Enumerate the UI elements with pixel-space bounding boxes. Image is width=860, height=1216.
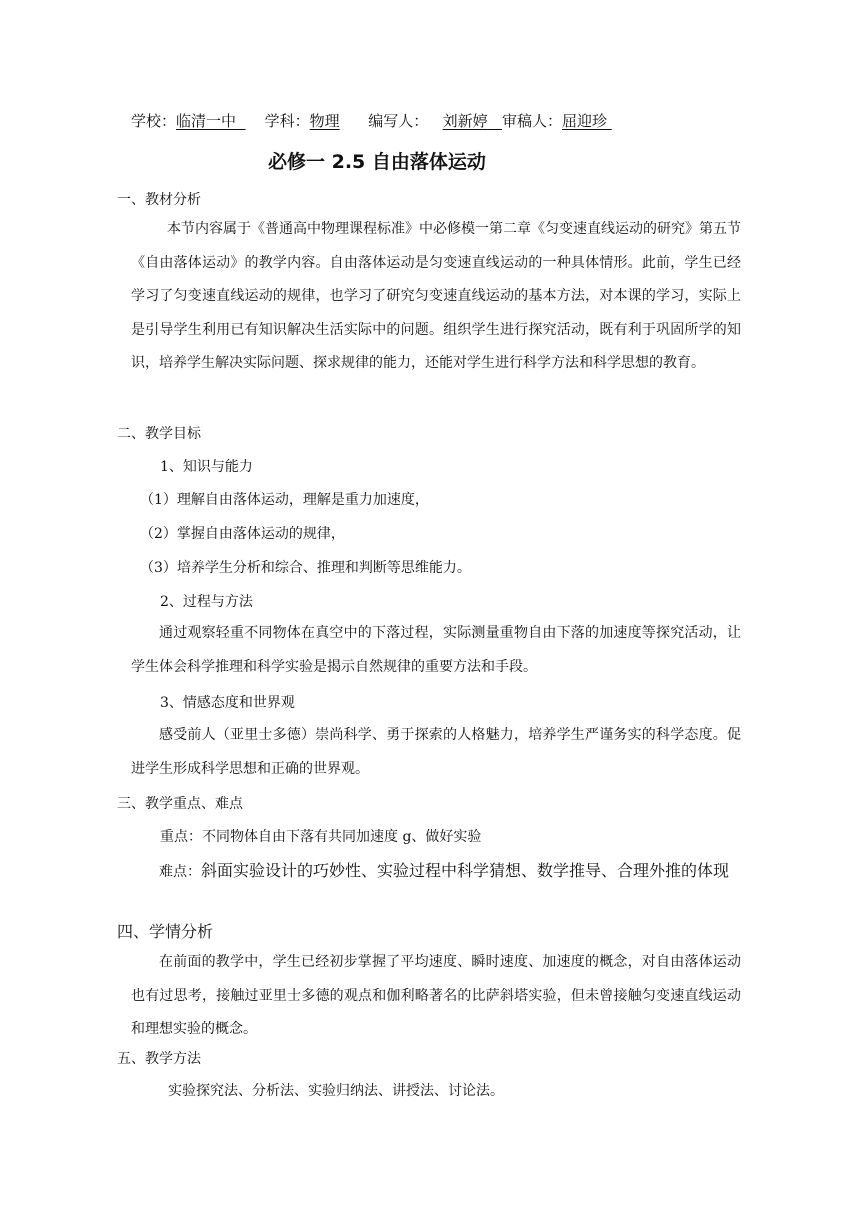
document-header [131, 111, 612, 131]
author-label: 编写人： [368, 112, 429, 130]
subsection-2-text: 通过观察轻重不同物体在真空中的下落过程，实际测量重物自由下落的加速度等探究活动，让学生体会科学推理和科学实验是揭示自然规律的重要方法和手段。 [131, 625, 741, 675]
section-heading-4: 四、学情分析 [117, 922, 214, 941]
subject-value: 物理 [309, 112, 340, 130]
difficult-point-text: 斜面实验设计的巧妙性、实验过程中科学猜想、数学推导、合理外推的体现 [201, 861, 730, 880]
reviewer-label: 审稿人： [501, 112, 562, 130]
difficult-point-label: 难点： [159, 864, 201, 880]
section-4-paragraph [131, 946, 741, 1047]
subsection-3-heading: 3、情感态度和世界观 [160, 695, 295, 711]
section-heading-1: 一、教材分析 [117, 192, 201, 208]
subsection-1-heading: 1、知识与能力 [160, 459, 253, 475]
section-heading-2: 二、教学目标 [117, 426, 201, 442]
section-4-text: 在前面的教学中，学生已经初步掌握了平均速度、瞬时速度、加速度的概念，对自由落体运动也有过思考，接触过亚里士多德的观点和伽利略著名的比萨斜塔实验，但未曾接触匀变速直线运动和理想实验的概念。 [131, 954, 741, 1037]
objective-item-1: （1）理解自由落体运动，理解是重力加速度， [140, 492, 429, 508]
reviewer-value: 屈迎珍 [561, 112, 607, 130]
section-1-paragraph [131, 213, 741, 381]
subsection-3-text: 感受前人（亚里士多德）崇尚科学、勇于探索的人格魅力，培养学生严谨务实的科学态度。促进学生形成科学思想和正确的世界观。 [131, 727, 741, 777]
objective-item-3: （3）培养学生分析和综合、推理和判断等思维能力。 [140, 560, 471, 576]
school-label: 学校： [131, 112, 177, 130]
school-value: 临清一中 [176, 112, 237, 130]
document-title: 必修一 2.5 自由落体运动 [268, 151, 486, 173]
section-1-text: 本节内容属于《普通高中物理课程标准》中必修模一第二章《匀变速直线运动的研究》第五节《自由落体运动》的教学内容。自由落体运动是匀变速直线运动的一种具体情形。此前，学生已经学习了匀变速直线运动的规律，也学习了研究匀变速直线运动的基本方法，对本课的学习，实际上是引导学生利用已有知识解决生活实际中的问题。组织学生进行探究活动，既有利于巩固所学的知识，培养学生解决实际问题、探求规律的能力，还能对学生进行科学方法和科学思想的教育。 [131, 221, 741, 371]
author-value: 刘新婷 [442, 112, 488, 130]
difficult-point [131, 855, 741, 888]
key-point: 重点：不同物体自由下落有共同加速度 g、做好实验 [160, 829, 482, 845]
section-heading-3: 三、教学重点、难点 [117, 796, 243, 812]
subsection-2-heading: 2、过程与方法 [160, 594, 253, 610]
subsection-3-paragraph [131, 719, 741, 786]
section-heading-5: 五、教学方法 [117, 1051, 201, 1067]
objective-item-2: （2）掌握自由落体运动的规律， [140, 526, 345, 542]
subsection-2-paragraph [131, 617, 741, 684]
section-5-text: 实验探究法、分析法、实验归纳法、讲授法、讨论法。 [168, 1083, 504, 1099]
subject-label: 学科： [264, 112, 310, 130]
